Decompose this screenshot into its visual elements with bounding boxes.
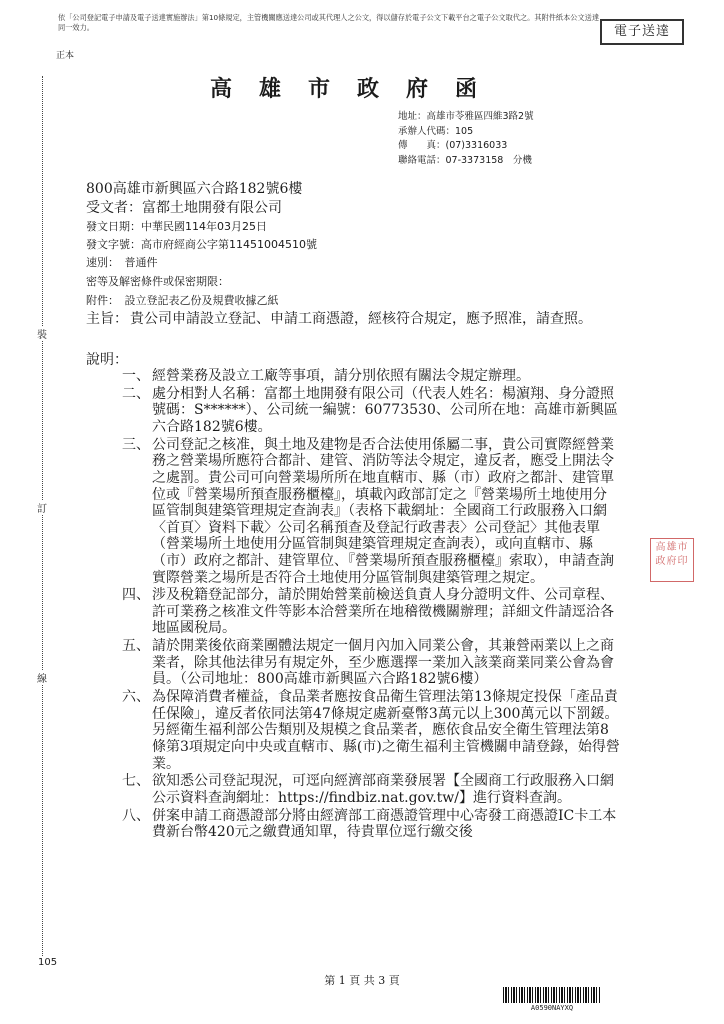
sender-address: 地址：高雄市苓雅區四維3路2號 <box>398 111 534 122</box>
sender-info-block <box>398 110 534 168</box>
item-text: 請於開業後依商業團體法規定一個月內加入同業公會，其兼營兩業以上之商業者，除其他法律另有規定外，至少應選擇一業加入該業商業同業公會為會員。（公司地址：800高雄市新興區六合路182號6樓） <box>152 638 614 688</box>
barcode <box>503 987 601 1003</box>
explanation-list <box>100 368 620 842</box>
subject-label: 主旨： <box>86 311 128 327</box>
binding-line <box>42 76 43 956</box>
list-item <box>100 386 620 436</box>
item-text: 處分相對人名稱：富都土地開發有限公司（代表人姓名：楊濵翔、身分證照號碼：S******）、公司統一編號：60773530、公司所在地：高雄市新興區六合路182號6樓。 <box>152 385 618 435</box>
page-indicator: 第 1 頁 共 3 頁 <box>324 974 400 987</box>
subject-text: 貴公司申請設立登記、申請工商憑證，經核符合規定，應予照准，請查照。 <box>130 311 592 327</box>
fax-number: 傳 真：(07)3316033 <box>398 140 508 151</box>
list-item <box>100 638 620 688</box>
item-number: 三、 <box>122 436 150 453</box>
item-number: 二、 <box>122 385 150 402</box>
list-item <box>100 437 620 586</box>
confidentiality: 密等及解密條件或保密期限： <box>86 275 229 288</box>
electronic-delivery-notice: 依「公司登記電子申請及電子送達實施辦法」第10條規定，主管機關應送達公司或其代理人之公文，得以儲存於電子公文下載平台之電子公文取代之。其附件紙本公文送達同一效力。 <box>58 13 600 32</box>
item-number: 四、 <box>122 587 150 604</box>
recipient: 受文者：富都土地開發有限公司 <box>86 200 282 216</box>
item-text: 併案申請工商憑證部分將由經濟部工商憑證管理中心寄發工商憑證IC卡工本費新台幣420元之繳費通知單，待貴單位逕行繳交後 <box>152 807 617 841</box>
contact-phone: 聯絡電話：07-3373158 分機 <box>398 154 532 166</box>
item-text: 為保障消費者權益，食品業者應按食品衛生管理法第13條規定投保「產品責任保險」，違反者依同法第47條規定處新臺幣3萬元以上300萬元以下罰鍰。另經衛生福利部公告類別及規模之食品業者，應依食品安全衛生管理法第8條第3項規定向中央或直轄市、縣(市)之衛生福利主管機關申請登錄，始得營業。 <box>152 689 620 772</box>
list-item <box>100 368 620 385</box>
item-text: 涉及稅籍登記部分，請於開始營業前檢送負責人身分證明文件、公司章程、許可業務之核准文件等影本洽營業所在地稽徵機關辦理；詳細文件請逕洽各地區國稅局。 <box>152 587 614 637</box>
attachments: 附件： 設立登記表乙份及規費收據乙紙 <box>86 294 279 307</box>
priority: 速別： 普通件 <box>86 256 158 269</box>
document-title: 高雄市政府函 <box>210 76 505 102</box>
list-item <box>100 808 620 841</box>
item-text: 欲知悉公司登記現況，可逕向經濟部商業發展署【全國商工行政服務入口網公示資料查詢網址：https://findbiz.nat.gov.tw/】進行資料查詢。 <box>152 773 614 806</box>
item-number: 七、 <box>122 773 150 790</box>
list-item <box>100 773 620 806</box>
handler-code: 承辦人代碼：105 <box>398 125 474 137</box>
item-number: 六、 <box>122 689 150 706</box>
recipient-address: 800高雄市新興區六合路182號6樓 <box>86 181 303 197</box>
item-number: 八、 <box>122 807 150 824</box>
electronic-delivery-stamp: 電子送達 <box>600 19 684 45</box>
official-seal: 高雄市政府印 <box>650 538 694 582</box>
item-number: 五、 <box>122 638 150 655</box>
binding-char-middle: 訂 <box>36 500 48 515</box>
barcode-text: A0590NAYXQ <box>530 1004 574 1012</box>
item-text: 經營業務及設立工廠等事項，請分別依照有關法令規定辦理。 <box>152 368 530 384</box>
list-item <box>100 689 620 772</box>
binding-char-bottom: 線 <box>36 670 48 685</box>
explanation-label: 說明： <box>86 352 128 368</box>
item-text: 公司登記之核准，與土地及建物是否合法使用係屬二事，貴公司實際經營業務之營業場所應符合都計、建管、消防等法令規定，違反者，應受上開法令之處罰。貴公司可向營業場所所在地直轄市、縣（市）政府之都計、建管單位或『營業場所預查服務櫃檯』，填載內政部訂定之『營業場所土地使用分區管制與建築管理規定查詢表』（表格下載網址：全國商工行政服務入口網〈首頁〉資料下載〉公司名稱預查及登記行政書表〉公司登記〉其他表單（營業場所土地使用分區管制與建築管理規定查詢表），或向直轄市、縣（市）政府之都計、建管單位、『營業場所預查服務櫃檯』索取），申請查詢實際營業之場所是否符合土地使用分區管制與建築管理之規定。 <box>152 436 614 586</box>
item-number: 一、 <box>122 368 150 384</box>
list-item <box>100 587 620 637</box>
document-number: 發文字號：高市府經商公字第11451004510號 <box>86 238 317 251</box>
issue-date: 發文日期：中華民國114年03月25日 <box>86 220 267 233</box>
binding-char-top: 裝 <box>36 326 48 341</box>
side-page-number: 105 <box>38 957 58 968</box>
original-copy-label: 正本 <box>56 51 75 61</box>
subject-section <box>86 311 646 328</box>
